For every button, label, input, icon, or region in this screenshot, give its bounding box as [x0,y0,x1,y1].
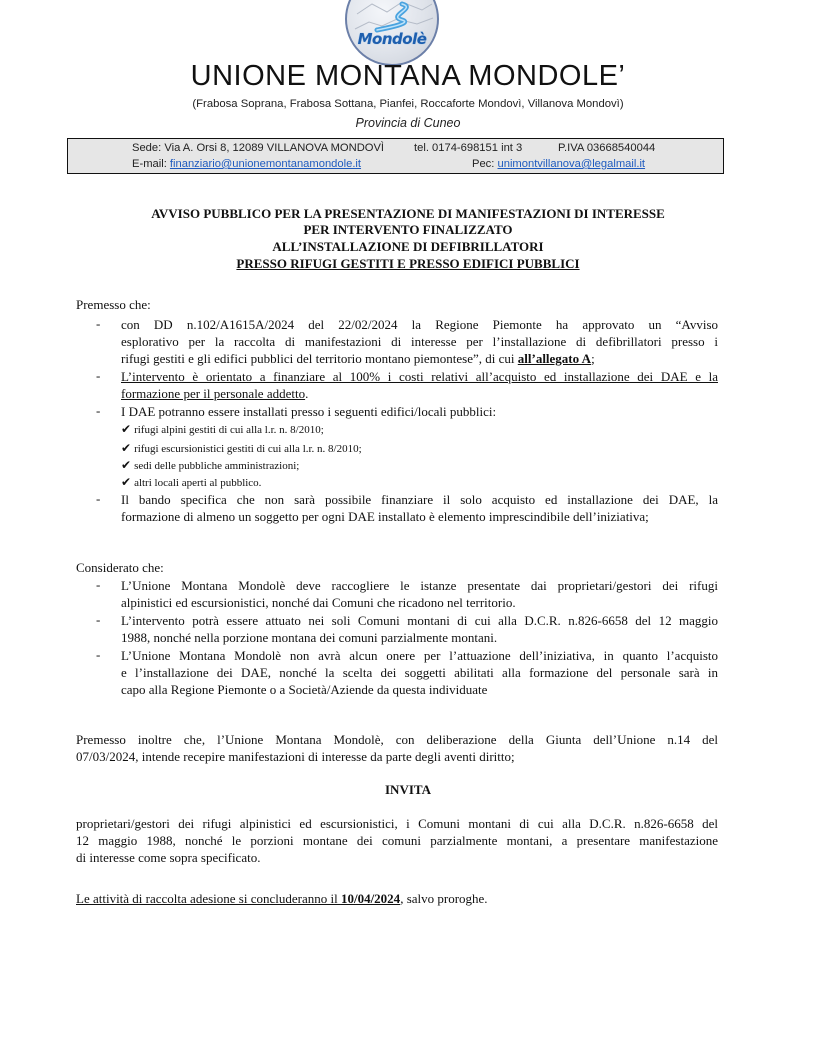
premesso-item1-line1: con DD n.102/A1615A/2024 del 22/02/2024 la Regione Piemonte ha approvato un “Avviso [121,317,718,332]
text: rifugi gestiti e gli edifici pubblici del territorio montano piemontese”, di cui [121,351,518,366]
phone: tel. 0174-698151 int 3 [414,142,523,154]
check-item-text: sedi delle pubbliche amministrazioni; [134,460,300,472]
text: formazione per il personale addetto [121,386,306,401]
deadline-text: Le attività di raccolta adesione si concluderanno il [76,891,341,906]
considerato-item3-line1: L’Unione Montana Mondolè non avrà alcun onere per l’attuazione dell’iniziativa, in quanto l’acquisto [121,648,718,663]
check-item [121,458,299,472]
premesso-item4-line2: formazione di almeno un soggetto per ogni DAE installato è elemento imprescindibile dell’iniziativa; [121,509,649,524]
deadline-line [76,890,718,907]
dash-bullet: - [96,647,101,662]
check-item [121,475,261,489]
check-item-text: altri locali aperti al pubblico. [134,477,262,489]
premesso-item1-line2: esplorativo per la raccolta di manifestazioni di interesse per l’installazione di defibrillatori presso i [121,334,718,349]
contact-box [67,138,724,174]
checkmark-icon: ✔ [121,475,132,489]
logo-text: Mondolè [357,30,427,48]
invita-line2: 12 maggio 1988, nonché le porzioni montane dei comuni parzialmente montani, a presentare manifestazione [76,833,718,848]
premesso-item2-line1: L’intervento è orientato a finanziare al 100% i costi relativi all’acquisto ed installazione dei DAE e la [121,369,718,384]
address: Sede: Via A. Orsi 8, 12089 VILLANOVA MONDOVÌ [132,142,385,154]
notice-title-line1: AVVISO PUBBLICO PER LA PRESENTAZIONE DI MANIFESTAZIONI DI INTERESSE [151,206,665,221]
premesso-inoltre-line2: 07/03/2024, intende recepire manifestazioni di interesse da parte degli aventi diritto; [76,749,515,764]
checkmark-icon: ✔ [121,458,132,472]
considerato-item3-line2: e l’installazione dei DAE, nonché la scelta dei soggetti abilitati alla formazione del personale sarà in [121,665,718,680]
deadline-date: 10/04/2024 [340,891,401,906]
allegato-a-link[interactable]: all’allegato A [517,351,592,366]
dash-bullet: - [96,577,101,592]
email-label: E-mail: [132,158,170,170]
considerato-item1-line2: alpinistici ed escursionistici, nonché dai Comuni che ricadono nel territorio. [121,595,516,610]
checkmark-icon: ✔ [121,422,132,436]
premesso-heading: Premesso che: [76,297,151,312]
vat-number: P.IVA 03668540044 [558,142,656,154]
check-item [121,441,362,455]
considerato-item2-line2: 1988, nonché nella porzione montana dei comuni parzialmente montani. [121,630,498,645]
logo [345,0,439,66]
premesso-item4-line1: Il bando specifica che non sarà possibile finanziare il solo acquisto ed installazione dei DAE, la [121,492,718,507]
check-item [121,422,324,436]
premesso-inoltre-line1: Premesso inoltre che, l’Unione Montana Mondolè, con deliberazione della Giunta dell’Unione n.14 del [76,732,718,747]
check-item-text: rifugi alpini gestiti di cui alla l.r. n. 8/2010; [134,424,324,436]
text: ; [591,351,595,366]
email-link[interactable]: finanziario@unionemontanamondole.it [169,158,362,170]
considerato-item2-line1: L’intervento potrà essere attuato nei soli Comuni montani di cui alla D.C.R. n.826-6658 del 12 maggio [121,613,718,628]
deadline-suffix: , salvo proroghe. [400,891,488,906]
pec-link[interactable]: unimontvillanova@legalmail.it [497,158,646,170]
municipalities: (Frabosa Soprana, Frabosa Sottana, Pianfei, Roccaforte Mondovì, Villanova Mondovì) [192,98,624,110]
considerato-heading: Considerato che: [76,560,164,575]
invita-heading: INVITA [385,782,431,797]
dash-bullet: - [96,403,101,418]
notice-title-line3: ALL’INSTALLAZIONE DI DEFIBRILLATORI [272,239,544,254]
notice-title-line4 [0,256,816,272]
invita-line3: di interesse come sopra specificato. [76,850,261,865]
dash-bullet: - [96,491,101,506]
notice-title-line4-text: PRESSO RIFUGI GESTITI E PRESSO EDIFICI PUBBLICI [236,256,580,271]
check-item-text: rifugi escursionistici gestiti di cui alla l.r. n. 8/2010; [134,443,362,455]
pec-row [472,158,645,170]
dash-bullet: - [96,368,101,383]
premesso-item1-line3 [121,350,718,367]
text: . [305,386,309,401]
dash-bullet: - [96,612,101,627]
considerato-item3-line3: capo alla Regione Piemonte o a Società/Aziende da questa individuate [121,682,488,697]
premesso-item2-line2 [121,385,718,402]
checkmark-icon: ✔ [121,441,132,455]
org-name: UNIONE MONTANA MONDOLE’ [190,60,626,92]
considerato-item1-line1: L’Unione Montana Mondolè deve raccogliere le istanze presentate dai proprietari/gestori dei rifugi [121,578,718,593]
premesso-item3-line1: I DAE potranno essere installati presso i seguenti edifici/locali pubblici: [121,404,497,419]
email-row [132,158,361,170]
notice-title-line2: PER INTERVENTO FINALIZZATO [303,222,513,237]
pec-label: Pec: [472,158,498,170]
province: Provincia di Cuneo [355,116,461,130]
invita-line1: proprietari/gestori dei rifugi alpinistici ed escursionistici, i Comuni montani di cui alla D.C.R. n.826-6658 del [76,816,718,831]
dash-bullet: - [96,316,101,331]
